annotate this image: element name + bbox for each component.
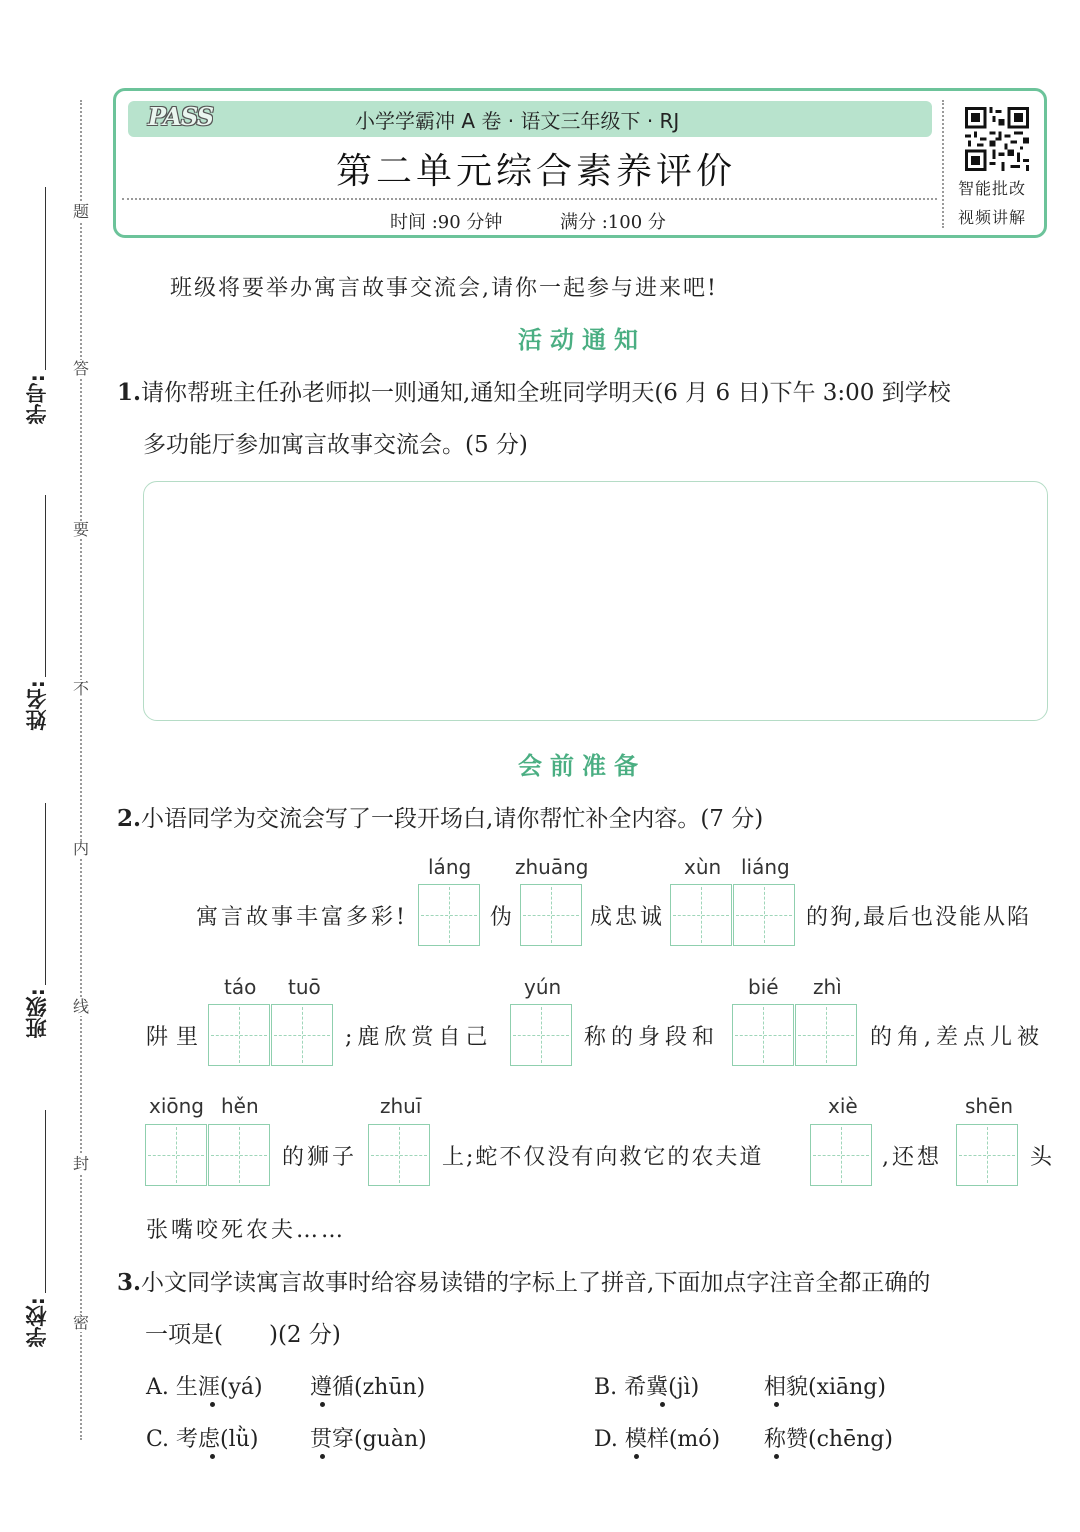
margin-word: 要 bbox=[72, 520, 89, 539]
question-number: 3. bbox=[117, 1269, 142, 1296]
question-3-line-2: 一项是( )(2 分) bbox=[145, 1322, 341, 1348]
pinyin-label: zhuāng bbox=[515, 855, 589, 879]
option-a-word-1[interactable]: A. 生涯(yá) bbox=[146, 1375, 263, 1400]
question-number: 1. bbox=[117, 379, 142, 406]
character-box[interactable] bbox=[732, 1004, 794, 1066]
option-d-word-1[interactable]: D. 模样(mó) bbox=[594, 1427, 721, 1452]
pinyin-label: láng bbox=[428, 855, 472, 879]
passage-text: 头 bbox=[1030, 1145, 1053, 1170]
question-2 bbox=[117, 800, 763, 833]
pinyin-label: hěn bbox=[221, 1094, 259, 1118]
character-box[interactable] bbox=[208, 1004, 270, 1066]
school-label: 学校: bbox=[25, 1297, 49, 1348]
exam-time: 时间 :90 分钟 bbox=[390, 212, 503, 233]
character-box[interactable] bbox=[810, 1124, 872, 1186]
character-box[interactable] bbox=[956, 1124, 1018, 1186]
student-id-line[interactable] bbox=[45, 187, 46, 370]
pinyin-label: liáng bbox=[741, 855, 790, 879]
option-b-word-2[interactable]: 相貌(xiāng) bbox=[764, 1375, 886, 1400]
option-b-word-1[interactable]: B. 希冀(jì) bbox=[594, 1375, 700, 1400]
question-text: 小文同学读寓言故事时给容易读错的字标上了拼音,下面加点字注音全都正确的 bbox=[141, 1270, 931, 1296]
passage-text: 寓言故事丰富多彩! bbox=[196, 905, 408, 930]
margin-word: 密 bbox=[72, 1313, 89, 1332]
character-box[interactable] bbox=[208, 1124, 270, 1186]
option-c-word-2[interactable]: 贯穿(guàn) bbox=[310, 1427, 427, 1452]
character-box[interactable] bbox=[145, 1124, 207, 1186]
intro-text: 班级将要举办寓言故事交流会,请你一起参与进来吧! bbox=[170, 276, 718, 301]
pinyin-label: yún bbox=[524, 975, 562, 999]
pinyin-label: xùn bbox=[684, 855, 722, 879]
pinyin-label: zhuī bbox=[380, 1094, 422, 1118]
margin-word: 线 bbox=[72, 997, 89, 1016]
passage-text: ,还想 bbox=[882, 1145, 942, 1170]
option-c-word-1[interactable]: C. 考虑(lǜ) bbox=[146, 1427, 259, 1452]
qr-caption-video: 视频讲解 bbox=[958, 208, 1027, 227]
emphasis-dot bbox=[634, 1454, 639, 1459]
margin-word: 答 bbox=[72, 359, 89, 378]
margin-word: 不 bbox=[72, 679, 89, 698]
question-3 bbox=[117, 1264, 930, 1297]
pinyin-label: zhì bbox=[813, 975, 842, 999]
qr-caption-grading: 智能批改 bbox=[958, 179, 1027, 198]
passage-text: 伪 bbox=[490, 905, 516, 930]
option-d-word-2[interactable]: 称赞(chēng) bbox=[764, 1427, 893, 1452]
character-box[interactable] bbox=[368, 1124, 430, 1186]
binding-dotted-line bbox=[80, 100, 82, 1440]
character-box[interactable] bbox=[795, 1004, 857, 1066]
passage-text: 上;蛇不仅没有向救它的农夫道 bbox=[442, 1145, 764, 1170]
question-1-line-2: 多功能厅参加寓言故事交流会。(5 分) bbox=[143, 432, 528, 458]
emphasis-dot bbox=[660, 1402, 665, 1407]
school-line[interactable] bbox=[45, 1110, 46, 1293]
emphasis-dot bbox=[320, 1454, 325, 1459]
question-number: 2. bbox=[117, 805, 142, 832]
emphasis-dot bbox=[210, 1402, 215, 1407]
class-label: 班级: bbox=[25, 988, 49, 1039]
emphasis-dot bbox=[210, 1454, 215, 1459]
pinyin-label: xiè bbox=[828, 1094, 858, 1118]
name-line[interactable] bbox=[45, 495, 46, 677]
margin-word: 封 bbox=[72, 1154, 89, 1173]
question-text: 小语同学为交流会写了一段开场白,请你帮忙补全内容。(7 分) bbox=[141, 806, 764, 832]
emphasis-dot bbox=[774, 1454, 779, 1459]
qr-code-icon[interactable] bbox=[964, 107, 1030, 171]
emphasis-dot bbox=[320, 1402, 325, 1407]
student-id-label: 学号: bbox=[25, 374, 49, 425]
character-box[interactable] bbox=[733, 884, 795, 946]
section-title-preparation: 会前准备 bbox=[518, 751, 646, 780]
class-line[interactable] bbox=[45, 803, 46, 985]
question-text: 请你帮班主任孙老师拟一则通知,通知全班同学明天(6 月 6 日)下午 3:00 到学校 bbox=[141, 380, 951, 406]
passage-text: 张嘴咬死农夫…… bbox=[146, 1218, 347, 1243]
exam-score: 满分 :100 分 bbox=[560, 212, 666, 233]
series-title: 小学学霸冲 A 卷 · 语文三年级下 · RJ bbox=[355, 109, 680, 133]
passage-text: 成忠诚 bbox=[590, 905, 666, 930]
question-1 bbox=[117, 374, 951, 407]
notice-answer-box[interactable] bbox=[143, 481, 1048, 721]
name-label: 姓名: bbox=[25, 680, 49, 731]
passage-text: ;鹿欣赏自己 bbox=[345, 1025, 493, 1050]
pinyin-label: táo bbox=[224, 975, 257, 999]
character-box[interactable] bbox=[520, 884, 582, 946]
passage-text: 的狗,最后也没能从陷 bbox=[806, 905, 1031, 930]
header-divider bbox=[122, 198, 937, 200]
passage-text: 的角,差点儿被 bbox=[870, 1025, 1044, 1050]
passage-text: 称的身段和 bbox=[584, 1025, 720, 1050]
character-box[interactable] bbox=[418, 884, 480, 946]
page-title: 第二单元综合素养评价 bbox=[336, 151, 737, 192]
emphasis-dot bbox=[774, 1402, 779, 1407]
margin-word: 题 bbox=[72, 202, 89, 221]
passage-text: 的狮子 bbox=[282, 1145, 358, 1170]
option-a-word-2[interactable]: 遵循(zhūn) bbox=[310, 1375, 426, 1400]
passage-text: 阱里 bbox=[146, 1025, 207, 1050]
pinyin-label: xiōng bbox=[149, 1094, 204, 1118]
pinyin-label: tuō bbox=[288, 975, 321, 999]
character-box[interactable] bbox=[510, 1004, 572, 1066]
pass-logo: PASS bbox=[148, 102, 214, 131]
section-title-notice: 活动通知 bbox=[518, 325, 646, 354]
pinyin-label: shēn bbox=[965, 1094, 1014, 1118]
character-box[interactable] bbox=[271, 1004, 333, 1066]
header-vertical-divider bbox=[942, 100, 944, 228]
pinyin-label: bié bbox=[748, 975, 779, 999]
character-box[interactable] bbox=[670, 884, 732, 946]
margin-word: 内 bbox=[72, 839, 89, 858]
